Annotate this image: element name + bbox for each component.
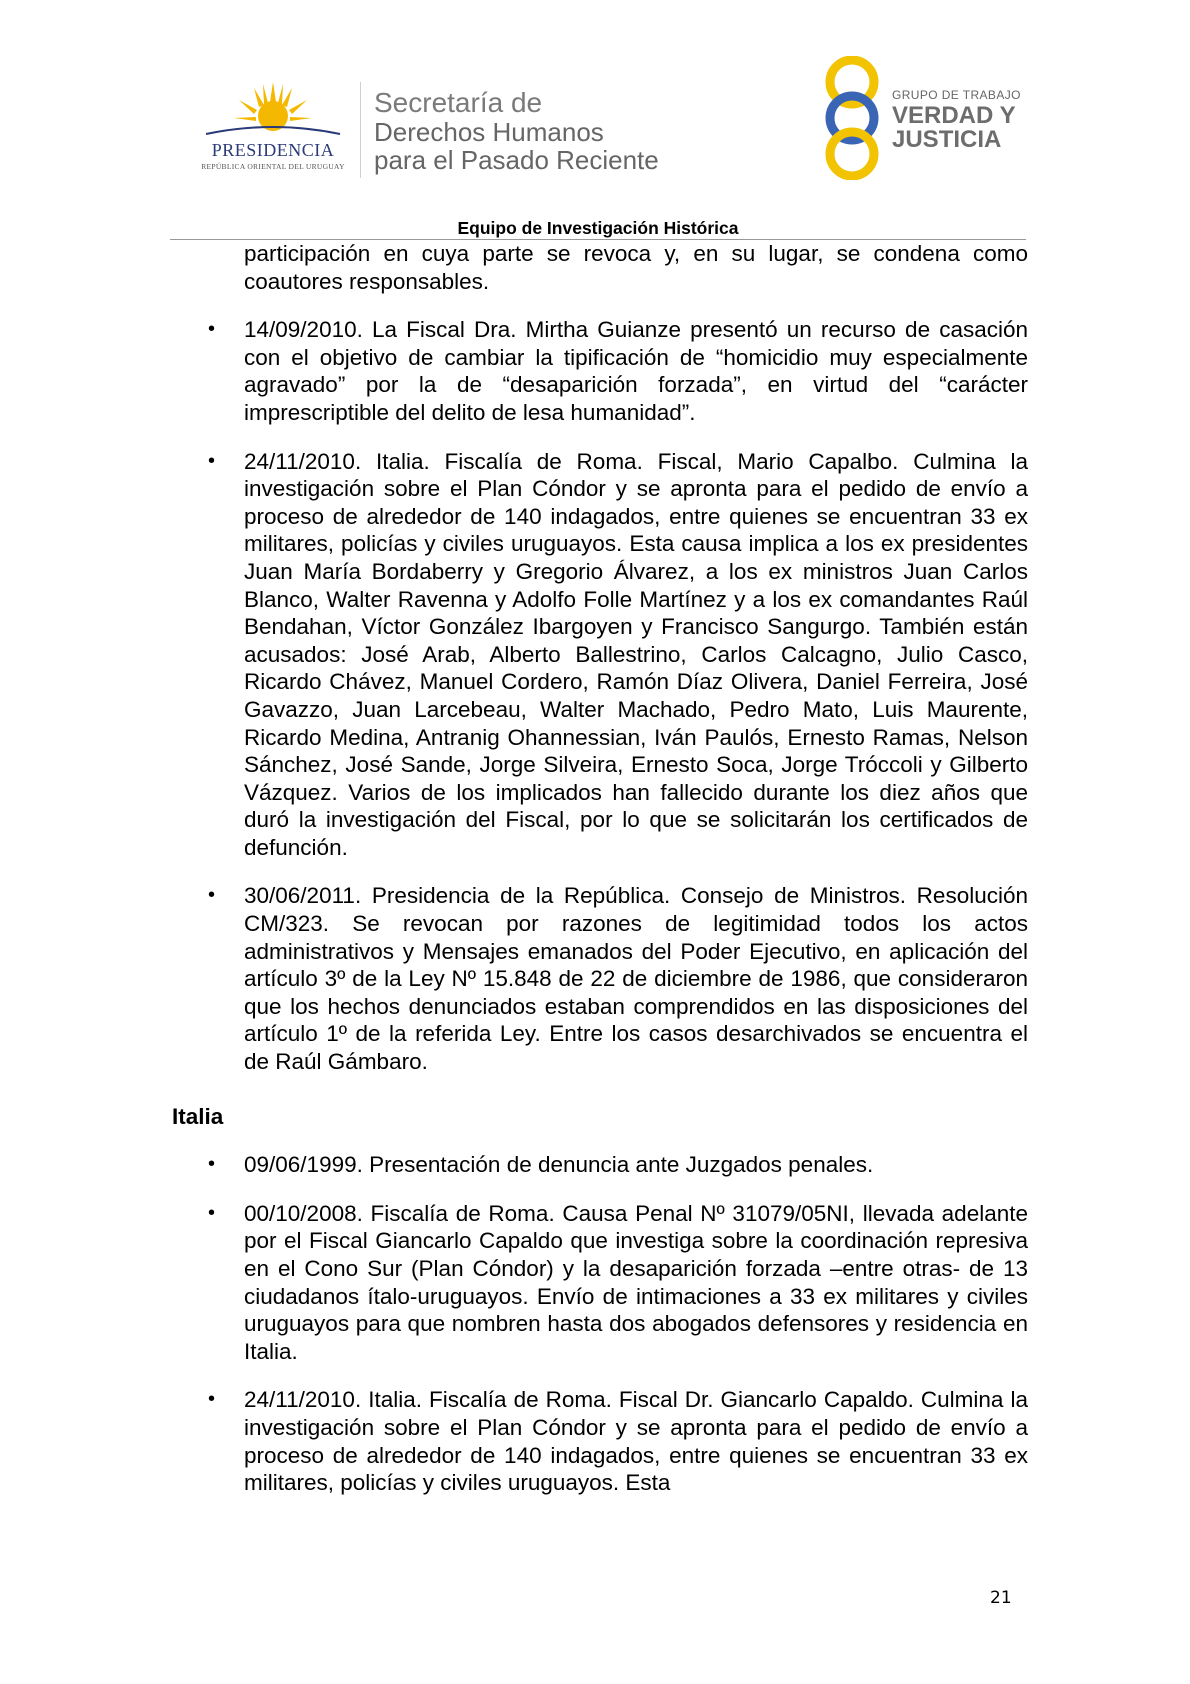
grupo-big-text-2: JUSTICIA	[892, 126, 1002, 153]
list-item-text: 24/11/2010. Italia. Fiscalía de Roma. Fiscal, Mario Capalbo. Culmina la investigación sobre el Plan Cóndor y se apronta para el pedido de envío a proceso de alrededor de 140 indagados, entre quienes se encuentran 33 ex militares, policías y civiles uruguayos. Esta causa implica a los ex presidentes Juan María Bordaberry y Gregorio Álvarez, a los ex ministros Juan Carlos Blanco, Walter Ravenna y Adolfo Folle Martínez y a los ex comandantes Raúl Bendahan, Víctor González Ibargoyen y Francisco Sangurgo. También están acusados: José Arab, Alberto Ballestrino, Carlos Calcagno, Julio Casco, Ricardo Chávez, Manuel Cordero, Ramón Díaz Olivera, Daniel Ferreira, José Gavazzo, Juan Larcebeau, Walter Machado, Pedro Mato, Luis Maurente, Ricardo Medina, Antranig Ohannessian, Iván Paulós, Ernesto Ramas, Nelson Sánchez, José Sande, Jorge Silveira, Ernesto Soca, Jorge Tróccoli y Gilberto Vázquez. Varios de los implicados han fallecido durante los diez años que duró la investigación del Fiscal, por lo que se solicitarán los certificados de defunción.	[244, 448, 1028, 860]
team-title: Equipo de Investigación Histórica	[457, 218, 739, 238]
page-number: 21	[990, 1588, 1012, 1608]
list-item-text: 09/06/1999. Presentación de denuncia ante Juzgados penales.	[244, 1152, 874, 1178]
list-item	[172, 448, 1028, 862]
secretaria-title	[374, 88, 659, 174]
bullet-icon: •	[208, 318, 216, 341]
secretaria-line-3: para el Pasado Reciente	[374, 145, 659, 175]
list-item	[172, 1386, 1028, 1496]
presidencia-subtitle: REPÚBLICA ORIENTAL DEL URUGUAY	[201, 162, 345, 171]
rings-icon	[816, 56, 888, 180]
list-item-text: 00/10/2008. Fiscalía de Roma. Causa Penal Nº 31079/05NI, llevada adelante por el Fiscal Giancarlo Capaldo que investiga sobre la coordinación represiva en el Cono Sur (Plan Cóndor) y la desaparición forzada –entre otras- de 13 ciudadanos ítalo-uruguayos. Envío de intimaciones a 33 ex militares y civiles uruguayos para que nombren hasta dos abogados defensores y residencia en Italia.	[244, 1200, 1028, 1364]
secretaria-line-1: Secretaría de	[374, 87, 543, 118]
logo-divider	[360, 82, 361, 178]
grupo-small-text: GRUPO DE TRABAJO	[892, 88, 1021, 102]
list-item	[172, 882, 1028, 1075]
bullet-icon: •	[208, 1201, 216, 1224]
list-item-text: 30/06/2011. Presidencia de la República. Consejo de Ministros. Resolución CM/323. Se revocan por razones de legitimidad todos los actos administrativos y Mensajes emanados del Poder Ejecutivo, en aplicación del artículo 3º de la Ley Nº 15.848 de 22 de diciembre de 1986, que consideraron que los hechos denunciados estaban comprendidos en las disposiciones del artículo 1º de la referida Ley. Entre los casos desarchivados se encuentra el de Raúl Gámbaro.	[244, 883, 1028, 1075]
bullet-icon: •	[208, 1153, 216, 1176]
presidencia-logo	[196, 80, 350, 180]
list-item-text: 14/09/2010. La Fiscal Dra. Mirtha Guianze presentó un recurso de casación con el objetivo de cambiar la tipificación de “homicidio muy especialmente agravado” por la de “desaparición forzada”, en virtud del “carácter imprescriptible del delito de lesa humanidad”.	[244, 317, 1028, 425]
presidencia-wordmark: PRESIDENCIA	[211, 140, 335, 160]
page-header	[0, 0, 1190, 240]
sun-icon	[196, 80, 350, 142]
document-body	[172, 240, 1028, 1497]
bullet-icon: •	[208, 449, 216, 472]
list-item	[172, 1200, 1028, 1366]
list-item	[172, 316, 1028, 426]
grupo-big-text-1: VERDAD Y	[892, 102, 1016, 129]
continuation-paragraph: participación en cuya parte se revoca y, en su lugar, se condena como coautores responsables.	[244, 241, 1028, 294]
list-item	[172, 1151, 1028, 1179]
bullet-icon: •	[208, 1388, 216, 1411]
section-heading-italia: Italia	[172, 1103, 224, 1129]
secretaria-line-2: Derechos Humanos	[374, 117, 604, 147]
verdad-justicia-logo	[816, 56, 1036, 180]
bullet-icon: •	[208, 884, 216, 907]
list-item-text: 24/11/2010. Italia. Fiscalía de Roma. Fiscal Dr. Giancarlo Capaldo. Culmina la investigación sobre el Plan Cóndor y se apronta para el pedido de envío a proceso de alrededor de 140 indagados, entre quienes se encuentran 33 ex militares, policías y civiles uruguayos. Esta	[244, 1387, 1028, 1496]
